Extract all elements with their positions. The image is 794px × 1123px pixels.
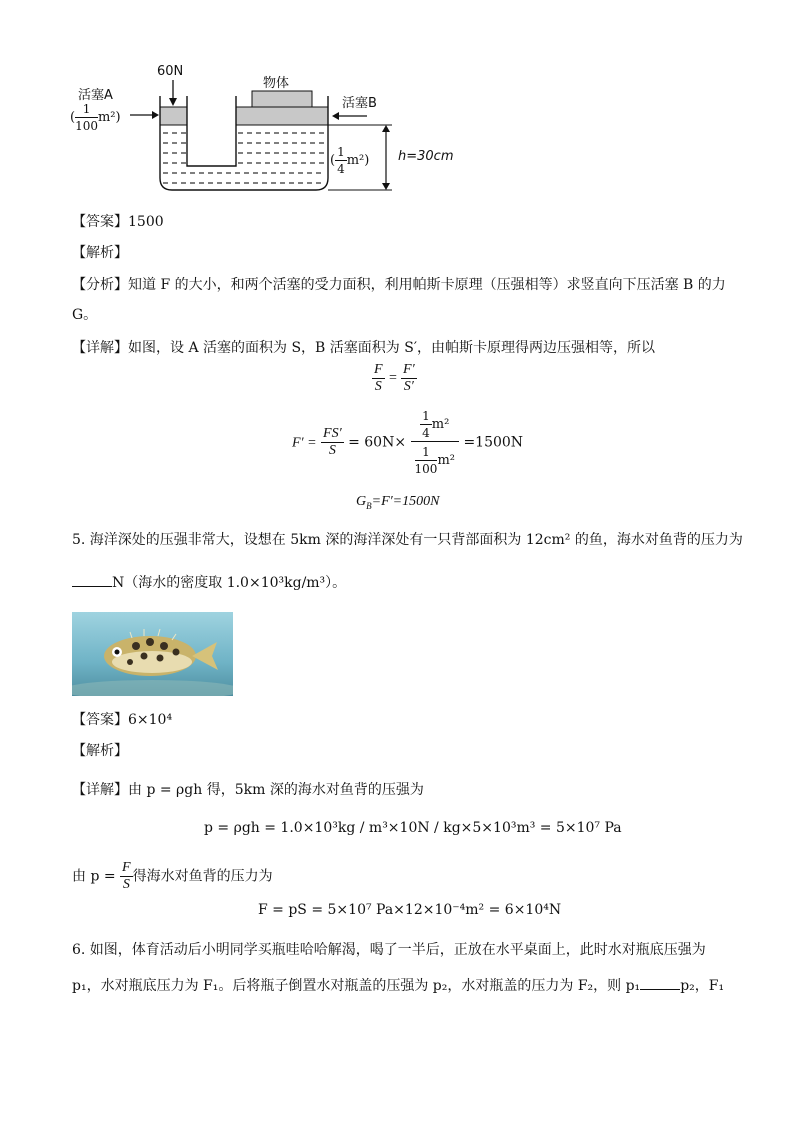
- eq2-frac-den: S: [328, 443, 336, 458]
- eq2-result: =1500N: [463, 434, 524, 451]
- q4-xiangjie-text: 如图，设 A 活塞的面积为 S，B 活塞面积为 S′，由帕斯卡原理得两边压强相等，所以: [128, 340, 656, 356]
- piston-a-area-num: 1: [75, 101, 98, 118]
- q4-equation-3: [356, 494, 439, 511]
- piston-a: [160, 107, 187, 125]
- piston-a-area-den: 100: [75, 119, 98, 133]
- q4-answer-line: [72, 212, 164, 232]
- q4-xiangjie-line: [72, 338, 655, 358]
- q5-xiangjie-line: [72, 780, 424, 800]
- q4-answer-value: 1500: [128, 214, 164, 230]
- q5-analysis-tag: 【解析】: [72, 743, 128, 759]
- eq1-rhs-den: S′: [403, 379, 414, 394]
- eq2-inner-top-unit: m²: [431, 417, 450, 432]
- eq1-equals: =: [388, 370, 398, 386]
- q4-analysis-tag: 【解析】: [72, 245, 128, 261]
- piston-a-area: ( $\frac{1}{100}$ m²): [70, 102, 121, 133]
- q5-stem-2: N（海水的密度取 1.0×10³kg/m³）。: [112, 575, 347, 591]
- piston-a-area-unit: m²: [97, 110, 116, 125]
- q6-stem-2-line: [72, 975, 724, 996]
- q5-answer-tag: 【答案】: [72, 712, 128, 728]
- q5-stem-2-line: [72, 572, 346, 593]
- q6-stem-2b: p₂，F₁: [680, 978, 725, 994]
- q5-stem-1: 5. 海洋深处的压强非常大，设想在 5km 深的海洋深处有一只背部面积为 12cm² 的鱼，海水对鱼背的压力为: [72, 532, 743, 548]
- eq2-inner-bot-den: 100: [414, 462, 438, 476]
- q5-line2-num: F: [122, 860, 131, 875]
- piston-b-label: 活塞B: [342, 96, 377, 111]
- piston-b-area: ( $\frac{1}{4}$ m²): [330, 145, 370, 176]
- q6-stem-1: 6. 如图，体育活动后小明同学买瓶哇哈哈解渴，喝了一半后，正放在水平桌面上，此时水对瓶底压强为: [72, 942, 706, 958]
- q4-equation-1: [372, 362, 417, 395]
- eq2-mid: = 60N×: [348, 434, 407, 451]
- eq2-inner-bot-unit: m²: [437, 453, 455, 468]
- height-label: h=30cm: [398, 149, 454, 164]
- piston-b: [236, 107, 328, 125]
- eq3-sub: B: [366, 500, 372, 511]
- eq1-lhs-den: S: [374, 379, 382, 394]
- q4-fenxi-text: 知道 F 的大小，和两个活塞的受力面积，利用帕斯卡原理（压强相等）求竖直向下压活塞 B 的力: [128, 277, 726, 293]
- piston-b-area-num: 1: [337, 145, 345, 159]
- eq1-lhs-num: F: [374, 362, 383, 377]
- eq2-frac-num: FS′: [323, 426, 342, 441]
- piston-b-area-unit: m²: [346, 153, 365, 168]
- vessel-inner: [187, 96, 236, 166]
- q5-line2-post: 得海水对鱼背的压力为: [132, 868, 273, 885]
- q6-answer-blank: [640, 975, 680, 990]
- q4-fenxi-text-2: G。: [72, 307, 98, 323]
- q4-equation-2: [292, 408, 523, 477]
- q4-answer-tag: 【答案】: [72, 214, 128, 230]
- eq3-g: G: [356, 494, 367, 509]
- object-label: 物体: [263, 76, 290, 91]
- q5-line2-pre: 由 p =: [72, 868, 116, 885]
- eq2-inner-bot-num: 1: [415, 444, 438, 461]
- hydraulic-diagram: [60, 60, 480, 210]
- eq2-inner-top-num: 1: [422, 409, 430, 423]
- object-block: [252, 91, 312, 107]
- eq2-inner-top-den: 4: [422, 426, 430, 440]
- q6-stem-2a: p₁，水对瓶底压力为 F₁。后将瓶子倒置水对瓶盖的压强为 p₂，水对瓶盖的压力为 F₂，则 p₁: [72, 978, 641, 994]
- pufferfish-photo-svg: [72, 612, 233, 696]
- q4-fenxi-tag: 【分析】: [72, 277, 128, 293]
- q5-line-2: [72, 860, 273, 893]
- q5-xiangjie-tag: 【详解】: [72, 782, 128, 798]
- eq1-rhs-num: F′: [403, 362, 415, 377]
- q4-xiangjie-tag: 【详解】: [72, 340, 128, 356]
- q5-line2-den: S: [122, 877, 130, 892]
- q5-answer-line: [72, 710, 172, 730]
- q4-fenxi-line: [72, 275, 726, 295]
- eq3-rest: =F′=1500N: [371, 494, 440, 509]
- q5-answer-blank: [72, 572, 112, 587]
- q5-answer-value: 6×10⁴: [128, 712, 173, 728]
- q5-xiangjie-text: 由 p = ρgh 得，5km 深的海水对鱼背的压强为: [128, 782, 424, 798]
- eq2-lhs: F′ =: [292, 435, 317, 451]
- piston-b-area-den: 4: [337, 162, 345, 176]
- force-label: 60N: [157, 64, 184, 79]
- q5-equation-2: F = pS = 5×10⁷ Pa×12×10⁻⁴m² = 6×10⁴N: [258, 902, 562, 918]
- q5-equation-1: p = ρgh = 1.0×10³kg / m³×10N / kg×5×10³m³ = 5×10⁷ Pa: [204, 820, 622, 836]
- piston-a-label: 活塞A: [78, 88, 113, 103]
- pufferfish-photo: [72, 612, 233, 696]
